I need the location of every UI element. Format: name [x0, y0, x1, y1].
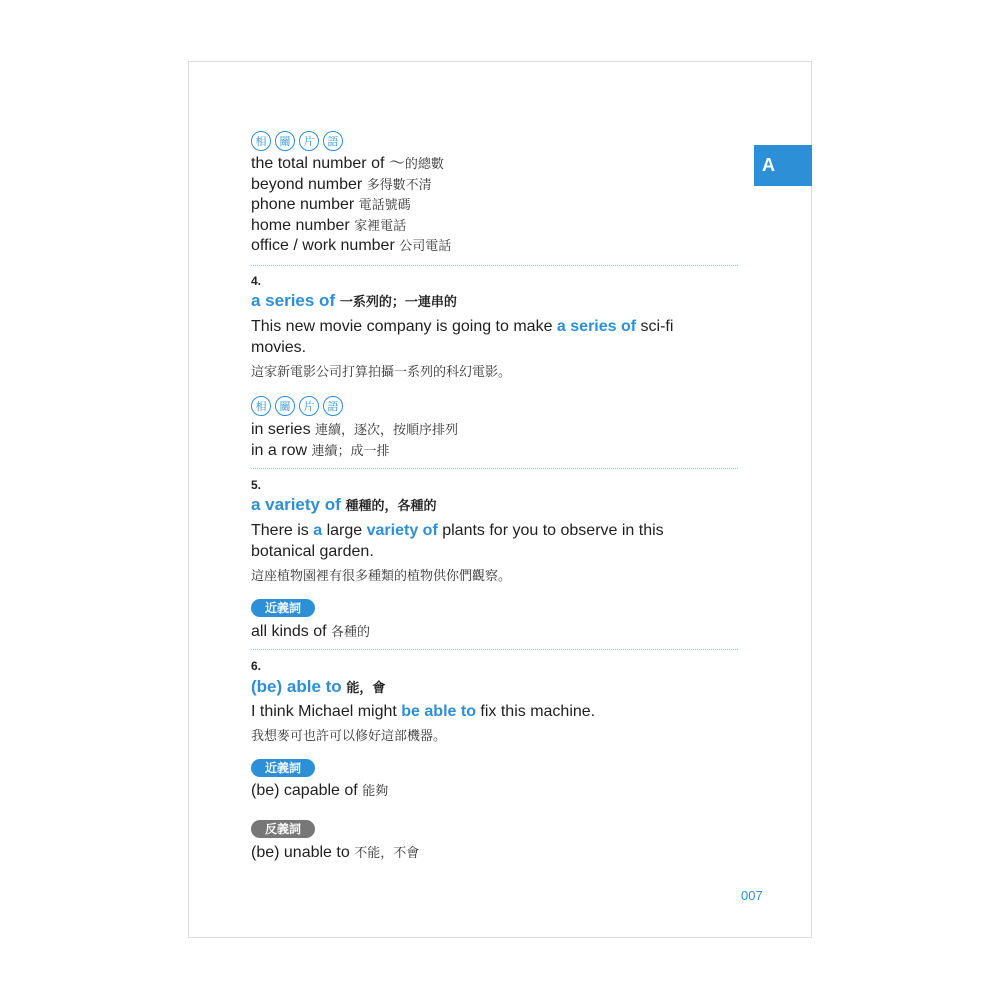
entry-phrase: (be) able to — [251, 677, 342, 696]
entry-number: 5. — [251, 478, 262, 492]
example-sentence: This new movie company is going to make a series of sci-fi — [251, 318, 674, 335]
page-number: 007 — [741, 888, 763, 903]
entry-number: 6. — [251, 659, 262, 673]
related-label-char: 語 — [323, 131, 343, 151]
divider — [251, 468, 738, 469]
related-phrase: in series 連續，逐次，按順序排列 — [251, 421, 459, 438]
example-sentence: There is a large variety of plants for you to observe in this — [251, 522, 664, 539]
synonym-phrase: all kinds of 各種的 — [251, 623, 371, 640]
related-label-char: 片 — [299, 131, 319, 151]
entry-definition: 種種的，各種的 — [345, 499, 437, 514]
example-sentence-line2: botanical garden. — [251, 543, 374, 560]
synonym-badge: 近義詞 — [251, 759, 315, 777]
related-label-char: 相 — [251, 131, 271, 151]
section-tab[interactable] — [754, 145, 812, 186]
entry-heading — [251, 494, 437, 518]
related-phrases-header — [251, 396, 343, 416]
related-phrase: phone number 電話號碼 — [251, 196, 411, 213]
section-tab-letter: A — [762, 155, 775, 175]
related-label-char: 關 — [275, 396, 295, 416]
entry-number: 4. — [251, 274, 262, 288]
entry-definition: 一系列的；一連串的 — [339, 295, 457, 310]
related-label-char: 語 — [323, 396, 343, 416]
related-label-char: 相 — [251, 396, 271, 416]
example-translation: 我想麥可也許可以修好這部機器。 — [251, 729, 447, 744]
related-phrase: home number 家裡電話 — [251, 217, 407, 234]
related-phrase: beyond number 多得數不清 — [251, 176, 432, 193]
divider — [251, 649, 738, 650]
entry-phrase: a variety of — [251, 495, 341, 514]
synonym-phrase: (be) capable of 能夠 — [251, 782, 389, 799]
divider — [251, 265, 738, 266]
antonym-badge: 反義詞 — [251, 820, 315, 838]
antonym-phrase: (be) unable to 不能，不會 — [251, 844, 420, 861]
related-label-char: 關 — [275, 131, 295, 151]
synonym-badge: 近義詞 — [251, 599, 315, 617]
related-phrase: in a row 連續；成一排 — [251, 442, 390, 459]
example-translation: 這座植物園裡有很多種類的植物供你們觀察。 — [251, 569, 512, 584]
example-sentence: I think Michael might be able to fix this machine. — [251, 703, 596, 720]
related-phrase: the total number of ～的總數 — [251, 155, 444, 172]
related-phrases-header — [251, 131, 343, 151]
entry-definition: 能，會 — [346, 681, 386, 696]
example-translation: 這家新電影公司打算拍攝一系列的科幻電影。 — [251, 365, 512, 380]
example-sentence-line2: movies. — [251, 339, 307, 356]
related-label-char: 片 — [299, 396, 319, 416]
entry-heading — [251, 676, 385, 700]
entry-phrase: a series of — [251, 291, 336, 310]
entry-heading — [251, 290, 457, 314]
related-phrase: office / work number 公司電話 — [251, 237, 452, 254]
